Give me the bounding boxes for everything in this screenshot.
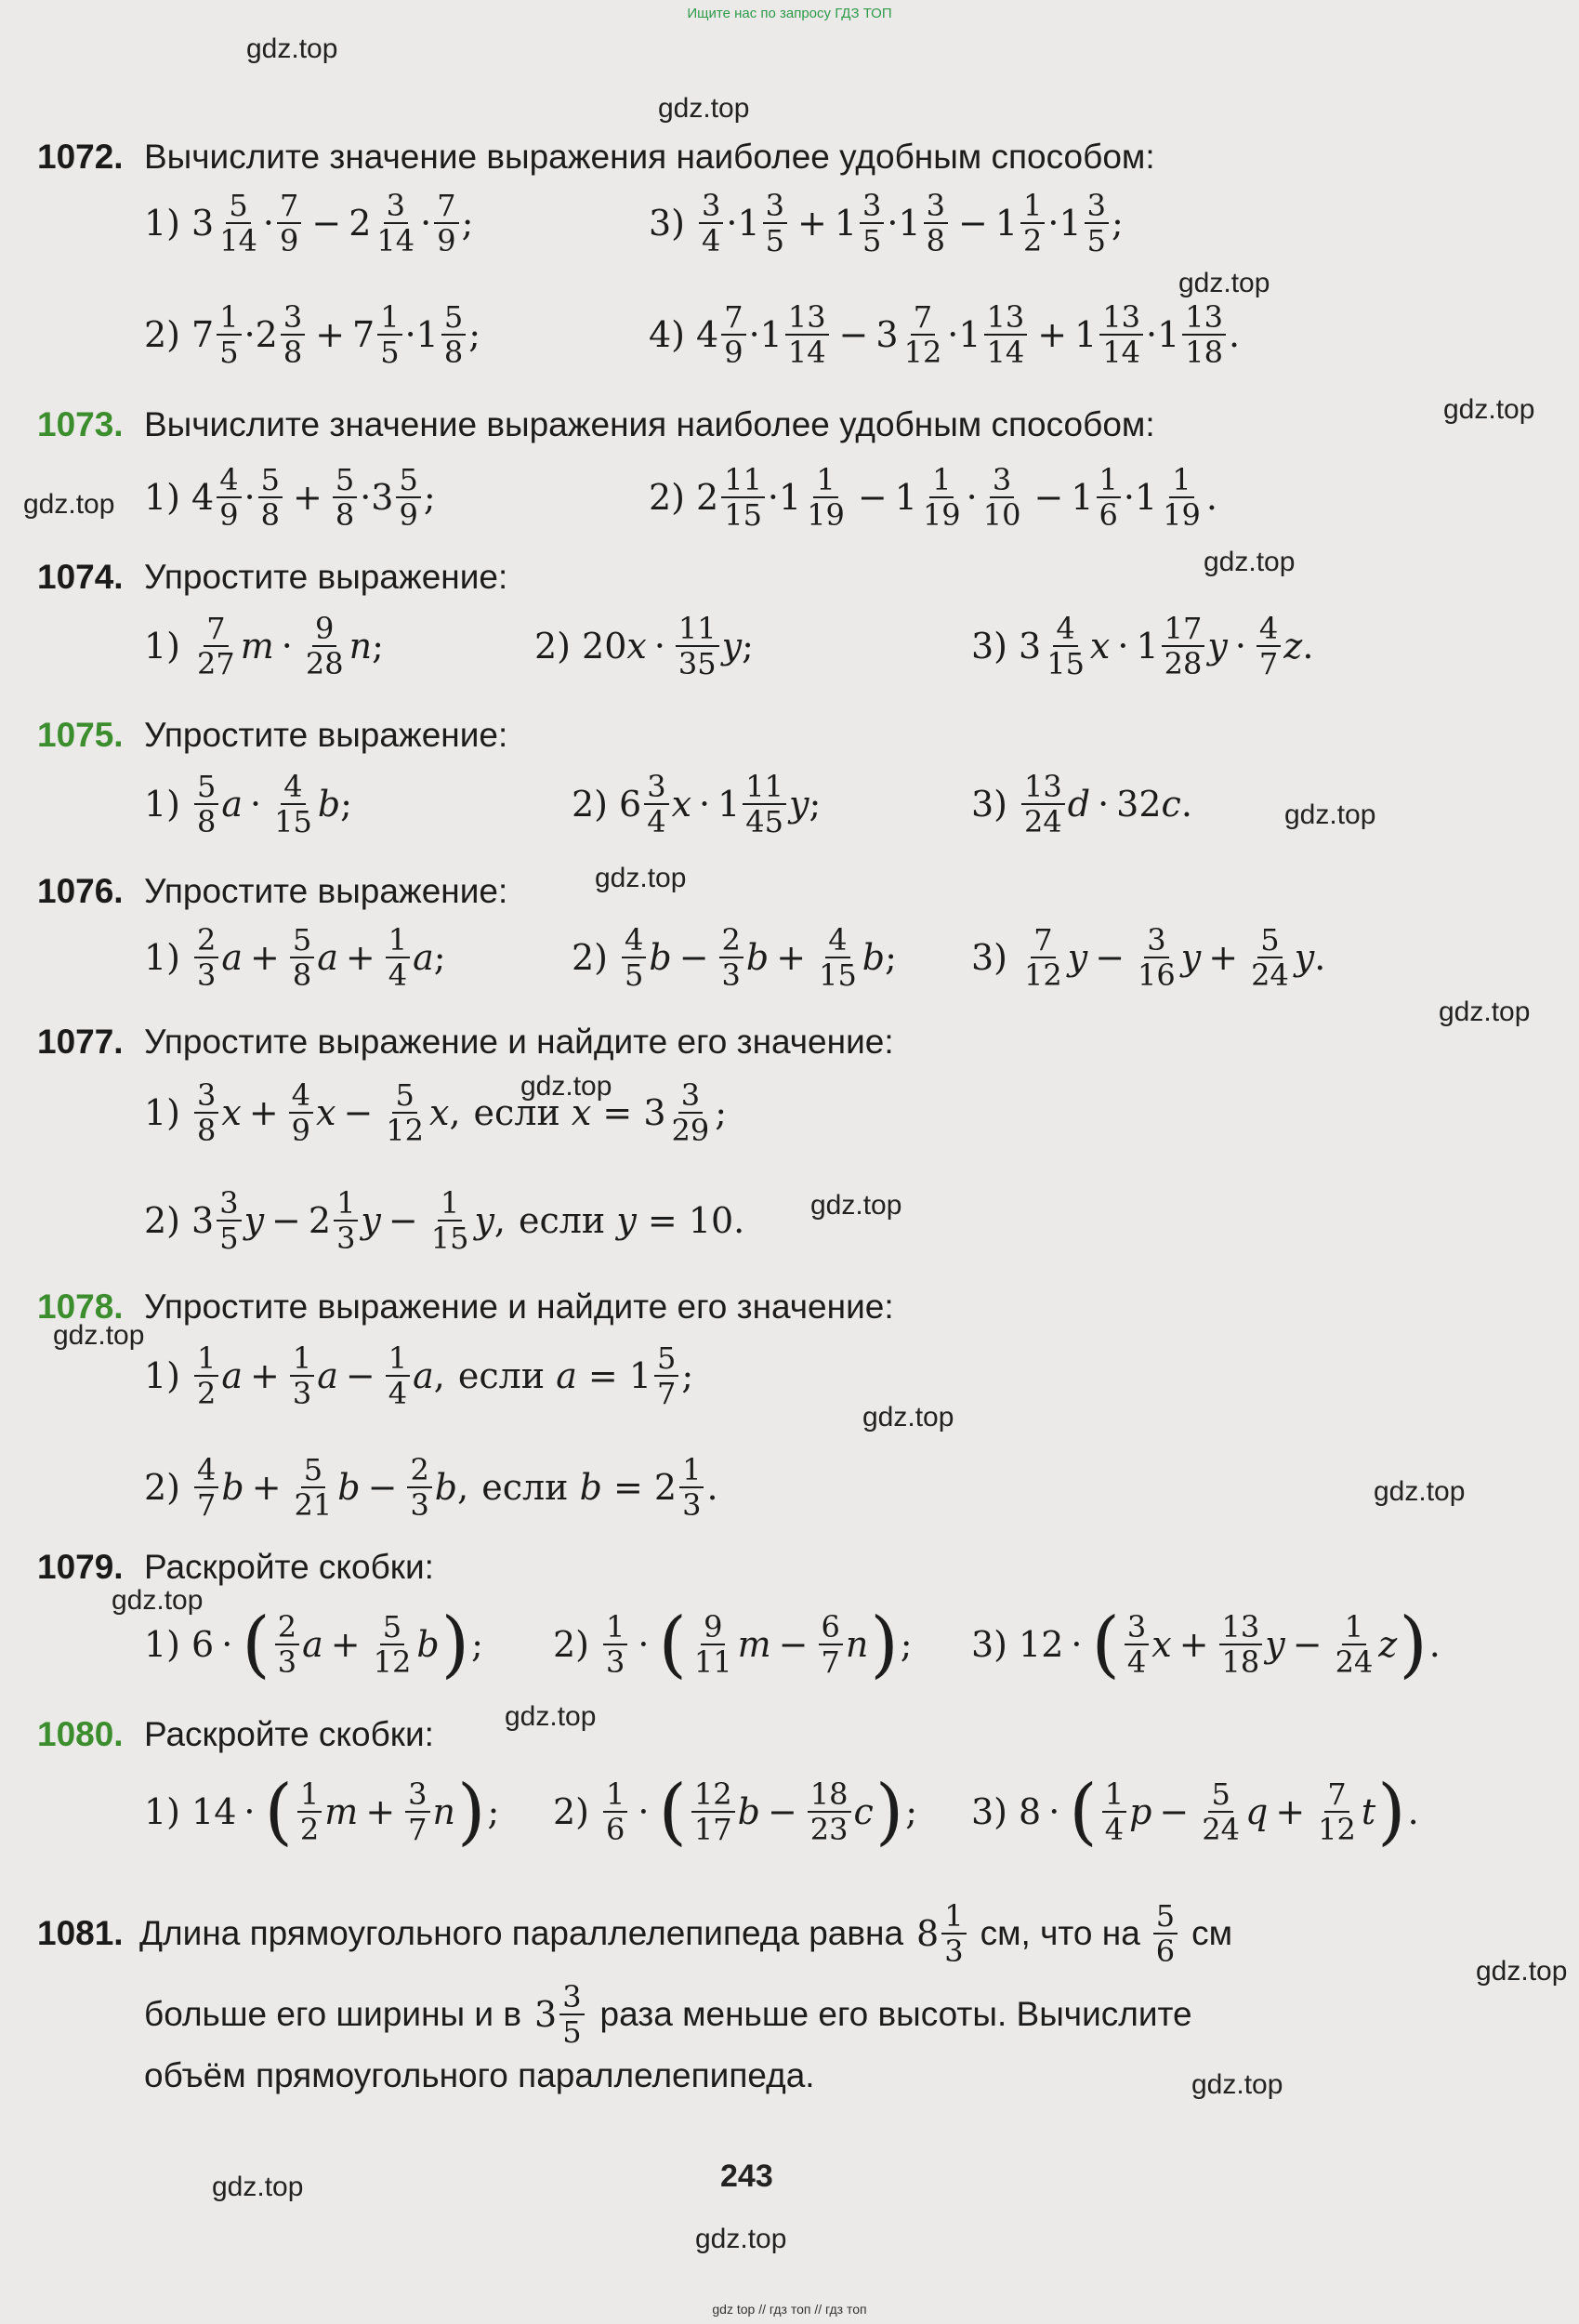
problem-1078-heading: 1078. Упростите выражение и найдите его значение: bbox=[37, 1287, 894, 1326]
problem-1075-item-2: 2) 6 3 4 x · 1 11 45 y ; bbox=[572, 769, 822, 839]
watermark: gdz.top bbox=[862, 1402, 954, 1433]
problem-1076-item-2: 2) 4 5 b − $\frac{2}{3}$ b + $\frac{4}{15}$ b ; bbox=[572, 922, 897, 993]
watermark: gdz.top bbox=[658, 93, 750, 124]
problem-1074-item-1: 1) 7 27 m · 9 28 n ; bbox=[144, 611, 384, 681]
watermark: gdz.top bbox=[212, 2172, 304, 2202]
problem-1079-item-2: 2) 1 3 · ( 9 11 m − $\frac{6}{7}$ n ) ; bbox=[553, 1603, 913, 1686]
watermark: gdz.top bbox=[810, 1190, 902, 1221]
problem-1081-line-3: объём прямоугольного параллелепипеда. bbox=[144, 2056, 815, 2094]
watermark: gdz.top bbox=[1476, 1956, 1568, 1987]
problem-1076-item-1: 1) 2 3 a + $\frac{5}{8}$ a + $\frac{1}{4}$ a ; bbox=[144, 922, 446, 993]
watermark: gdz.top bbox=[595, 863, 687, 893]
problem-1079-heading: 1079. Раскройте скобки: bbox=[37, 1548, 434, 1586]
watermark: gdz.top bbox=[1178, 268, 1270, 298]
problem-1079-item-3: 3) 12 · ( 3 4 x + $\frac{13}{18}$ y − $\frac{1}{24}$ z ) . bbox=[971, 1603, 1441, 1686]
problem-1080-item-2: 2) 1 6 · ( 12 17 b − $\frac{18}{23}$ c ) ; bbox=[553, 1770, 918, 1854]
problem-1073-item-2: 2) 2 11 15 ·1 1 19 − 1 $\frac{1}{19}$ · 3 10 − 1 $\frac{1}{6}$ ·1 1 19 . bbox=[649, 462, 1217, 533]
watermark: gdz.top bbox=[112, 1585, 204, 1616]
problem-1077-item-2: 2) 3 3 5 y − 2 $\frac{1}{3}$ y − $\frac{1}{15}$ y , если y = 10. bbox=[144, 1185, 745, 1256]
page-number: 243 bbox=[720, 2159, 773, 2194]
problem-1073-item-1: 1) 4 4 9 · 5 8 + $\frac{5}{8}$ ·3 5 9 ; bbox=[144, 462, 436, 533]
footer-note: gdz top // гдз топ // гдз топ bbox=[712, 2302, 867, 2317]
problem-1080-item-1: 1) 14 · ( 1 2 m + $\frac{3}{7}$ n ) ; bbox=[144, 1770, 500, 1854]
problem-1079-item-1: 1) 6 · ( 2 3 a + $\frac{5}{12}$ b ) ; bbox=[144, 1603, 483, 1686]
problem-1078-item-1: 1) 1 2 a + $\frac{1}{3}$ a − $\frac{1}{4}$ a , если a = 1 5 7 ; bbox=[144, 1340, 694, 1411]
problem-1075-heading: 1075. Упростите выражение: bbox=[37, 716, 508, 754]
watermark: gdz.top bbox=[1204, 547, 1296, 577]
watermark: gdz.top bbox=[520, 1071, 612, 1102]
watermark: gdz.top bbox=[1439, 997, 1531, 1027]
problem-1075-item-3: 3) 13 24 d · 32 c . bbox=[971, 769, 1192, 839]
watermark: gdz.top bbox=[1374, 1476, 1466, 1507]
problem-1076-heading: 1076. Упростите выражение: bbox=[37, 872, 508, 910]
problem-1073-heading: 1073. Вычислите значение выражения наиболее удобным способом: bbox=[37, 405, 1155, 443]
problem-1080-item-3: 3) 8 · ( 1 4 p − $\frac{5}{24}$ q + $\frac{7}{12}$ t ) . bbox=[971, 1770, 1419, 1854]
problem-1077-heading: 1077. Упростите выражение и найдите его значение: bbox=[37, 1023, 894, 1061]
watermark: gdz.top bbox=[1443, 394, 1535, 425]
problem-1072-item-1: 1) 3 5 14 · 7 9 − 2 $\frac{3}{14}$ · 7 9 ; bbox=[144, 188, 474, 258]
watermark: gdz.top bbox=[246, 33, 338, 64]
problem-1074-item-2: 2) 20 x · 11 35 y ; bbox=[534, 611, 754, 681]
watermark: gdz.top bbox=[23, 489, 115, 520]
problem-1075-item-1: 1) 5 8 a · 4 15 b ; bbox=[144, 769, 352, 839]
problem-1078-item-2: 2) 4 7 b + $\frac{5}{21}$ b − $\frac{2}{3}$ b , если b = 2 1 3 . bbox=[144, 1452, 718, 1523]
problem-1081-line-1: 1081. Длина прямоугольного параллелепипеда равна 8 1 3 см, что на 5 6 см bbox=[37, 1898, 1233, 1969]
problem-1076-item-3: 3) 7 12 y − $\frac{3}{16}$ y + $\frac{5}{24}$ y . bbox=[971, 922, 1326, 993]
problem-1074-heading: 1074. Упростите выражение: bbox=[37, 558, 508, 596]
watermark: gdz.top bbox=[505, 1701, 597, 1732]
watermark: gdz.top bbox=[53, 1320, 145, 1351]
problem-1072-item-2: 2) 7 1 5 ·2 3 8 + 7 $\frac{1}{5}$ ·1 5 8 ; bbox=[144, 299, 481, 370]
problem-1081-line-2: больше его ширины и в 3 3 5 раза меньше его высоты. Вычислите bbox=[144, 1979, 1192, 2050]
watermark: gdz.top bbox=[1191, 2069, 1283, 2100]
watermark: gdz.top bbox=[695, 2224, 787, 2254]
header-note: Ищите нас по запросу ГДЗ ТОП bbox=[687, 6, 892, 21]
problem-1074-item-3: 3) 3 4 15 x · 1 17 28 y · 4 7 z . bbox=[971, 611, 1314, 681]
problem-1072-item-3: 3) 3 4 ·1 3 5 + 1 $\frac{3}{5}$ ·1 3 8 − 1 $\frac{1}{2}$ ·1 3 5 ; bbox=[649, 188, 1124, 258]
problem-1080-heading: 1080. Раскройте скобки: bbox=[37, 1715, 434, 1753]
problem-1072-heading: 1072. Вычислите значение выражения наиболее удобным способом: bbox=[37, 138, 1155, 176]
problem-1072-item-4: 4) 4 7 9 ·1 13 14 − 3 $\frac{7}{12}$ ·1 13 14 + 1 $\frac{13}{14}$ ·1 13 18 . bbox=[649, 299, 1241, 370]
watermark: gdz.top bbox=[1284, 799, 1376, 830]
problem-1077-item-1: 1) 3 8 x + $\frac{4}{9}$ x − $\frac{5}{12}$ x , если x = 3 3 29 ; bbox=[144, 1077, 728, 1148]
